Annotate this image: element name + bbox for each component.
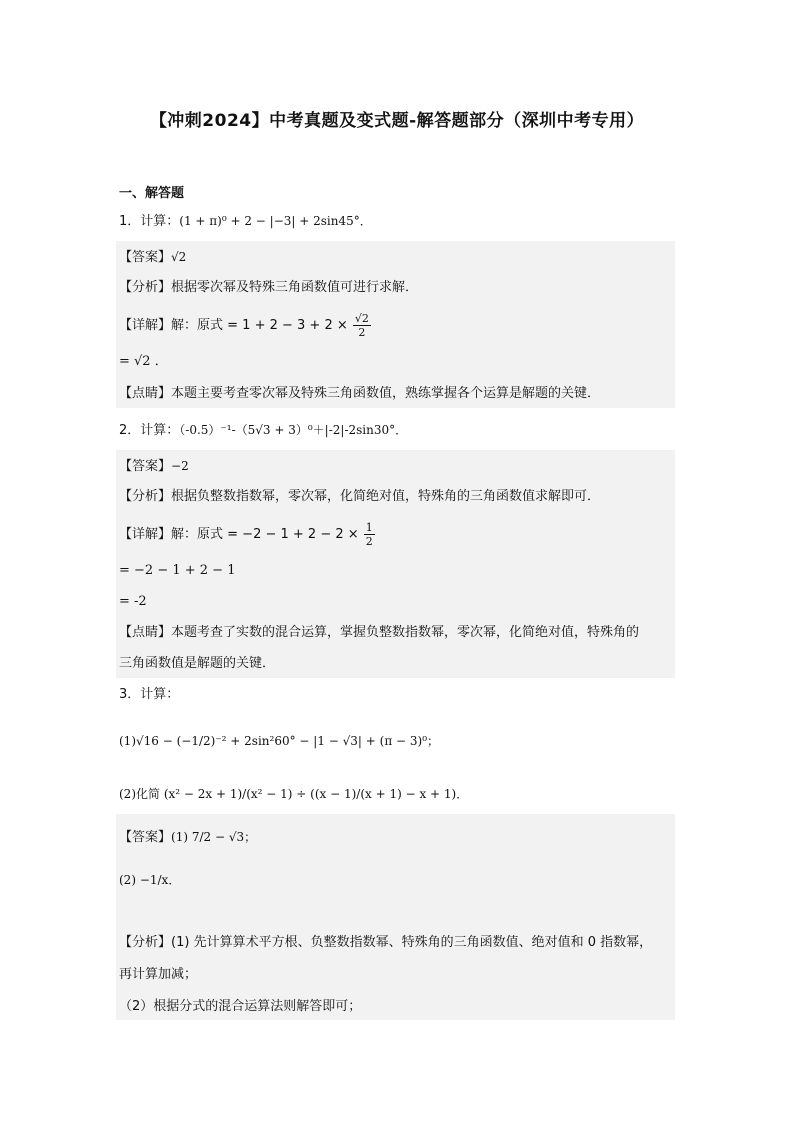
detail-label: 【详解】: [119, 527, 172, 542]
detail-text: 解：原式 = 1 + 2 − 3 + 2 ×: [171, 318, 348, 333]
answer-label: 【答案】: [119, 830, 172, 845]
fraction: [353, 312, 371, 339]
solution-1-detail: [119, 312, 372, 339]
fraction-numerator: √2: [354, 312, 369, 325]
question-2-label: 2．计算：: [119, 423, 180, 438]
answer-value: √2: [171, 250, 187, 264]
question-3-part-1: (1)√16 − (−1/2)⁻² + 2sin²60° − |1 − √3| + (π − 3)⁰；: [119, 734, 440, 748]
solution-1-analysis: [119, 279, 418, 297]
solution-3-analysis: [119, 934, 652, 952]
answer-value: −2: [171, 459, 189, 473]
fraction: [364, 521, 375, 548]
comment-text: 本题主要考查零次幂及特殊三角函数值，熟练掌握各个运算是解题的关键．: [171, 386, 601, 401]
solution-3-analysis-line2: 再计算加减；: [119, 967, 198, 982]
solution-1-detail-line2: = √2 ．: [119, 354, 168, 369]
question-1-label: 1．计算：: [119, 214, 180, 229]
answer-label: 【答案】: [119, 250, 172, 265]
answer-part-1: (1) 7/2 − √3；: [171, 830, 257, 844]
analysis-label: 【分析】: [119, 489, 172, 504]
comment-label: 【点睛】: [119, 386, 172, 401]
section-heading: 一、解答题: [119, 186, 185, 201]
question-2-expression: （-0.5）⁻¹-（5√3 + 3）⁰＋|-2|-2sin30°．: [179, 423, 408, 437]
solution-2-analysis: [119, 488, 600, 506]
question-3-part-2: (2)化简 (x² − 2x + 1)/(x² − 1) ÷ ((x − 1)/(x + 1) − x + 1)．: [119, 787, 469, 801]
document-title: 【冲刺2024】中考真题及变式题-解答题部分（深圳中考专用）: [149, 111, 645, 131]
analysis-label: 【分析】: [119, 280, 172, 295]
solution-3-answer-part-2: (2) −1/x．: [119, 873, 181, 887]
solution-2-detail-line2: = −2 − 1 + 2 − 1: [119, 563, 236, 578]
solution-2-answer: [119, 457, 189, 476]
fraction-numerator: 1: [365, 521, 373, 534]
solution-2-detail: [119, 521, 376, 548]
question-3-label: 3．计算：: [119, 687, 180, 702]
fraction-denominator: 2: [358, 326, 366, 339]
solution-2-comment-line2: 三角函数值是解题的关键．: [119, 656, 276, 671]
solution-3-analysis-line3: （2）根据分式的混合运算法则解答即可；: [119, 999, 362, 1014]
detail-text: 解：原式 = −2 − 1 + 2 − 2 ×: [171, 527, 359, 542]
solution-2-detail-line3: = -2: [119, 594, 147, 609]
solution-3-answer: [119, 828, 256, 847]
detail-label: 【详解】: [119, 318, 172, 333]
fraction-denominator: 2: [365, 535, 373, 548]
answer-label: 【答案】: [119, 459, 172, 474]
analysis-label: 【分析】: [119, 935, 172, 950]
question-2: [119, 421, 407, 440]
solution-1-answer: [119, 248, 186, 267]
analysis-text: 根据零次幂及特殊三角函数值可进行求解．: [171, 280, 419, 295]
solution-1-comment: [119, 385, 600, 403]
analysis-text: 根据负整数指数幂，零次幂，化简绝对值，特殊角的三角函数值求解即可．: [171, 489, 601, 504]
comment-text: 本题考查了实数的混合运算，掌握负整数指数幂，零次幂，化简绝对值，特殊角的: [171, 625, 640, 640]
question-1-expression: (1 + π)⁰ + 2 − |−3| + 2sin45°．: [179, 214, 372, 228]
solution-2-comment: [119, 624, 639, 642]
comment-label: 【点睛】: [119, 625, 172, 640]
question-1: [119, 212, 372, 231]
analysis-text: (1) 先计算算术平方根、负整数指数幂、特殊角的三角函数值、绝对值和 0 指数幂，: [171, 935, 653, 950]
